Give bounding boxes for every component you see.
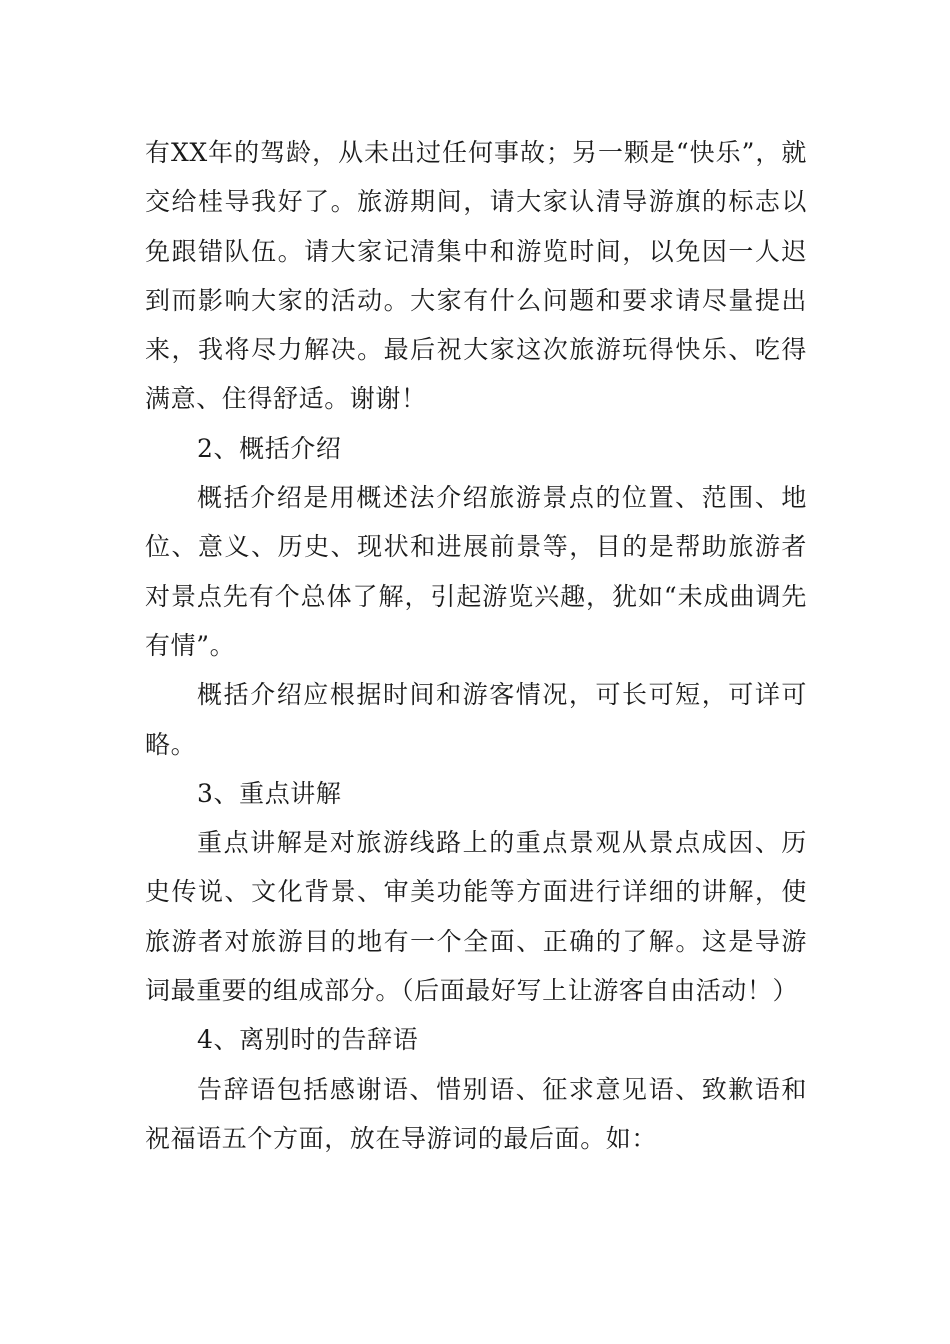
paragraph-farewell: 告辞语包括感谢语、惜别语、征求意见语、致歉语和祝福语五个方面，放在导游词的最后面。如： <box>145 1074 807 1153</box>
document-body <box>145 128 807 1163</box>
paragraph-overview-definition: 概括介绍是用概述法介绍旅游景点的位置、范围、地位、意义、历史、现状和进展前景等，目的是帮助旅游者对景点先有个总体了解，引起游览兴趣，犹如“未成曲调先有情”。 <box>145 483 807 660</box>
section-heading-overview: 2、概括介绍 <box>197 433 342 463</box>
paragraph-key-points: 重点讲解是对旅游线路上的重点景观从景点成因、历史传说、文化背景、审美功能等方面进行详细的讲解，使旅游者对旅游目的地有一个全面、正确的了解。这是导游词最重要的组成部分。（后面最好写上让游客自由活动！） <box>145 828 807 1006</box>
section-heading-farewell: 4、离别时的告辞语 <box>197 1025 419 1055</box>
paragraph-welcome-closing: 有XX年的驾龄，从未出过任何事故；另一颗是“快乐”，就交给桂导我好了。旅游期间，请大家认清导游旗的标志以免跟错队伍。请大家记清集中和游览时间，以免因一人迟到而影响大家的活动。大家有什么问题和要求请尽量提出来，我将尽力解决。最后祝大家这次旅游玩得快乐、吃得满意、住得舒适。谢谢！ <box>145 138 807 414</box>
paragraph-overview-length: 概括介绍应根据时间和游客情况，可长可短，可详可略。 <box>145 680 807 759</box>
section-heading-key-points: 3、重点讲解 <box>197 778 342 808</box>
